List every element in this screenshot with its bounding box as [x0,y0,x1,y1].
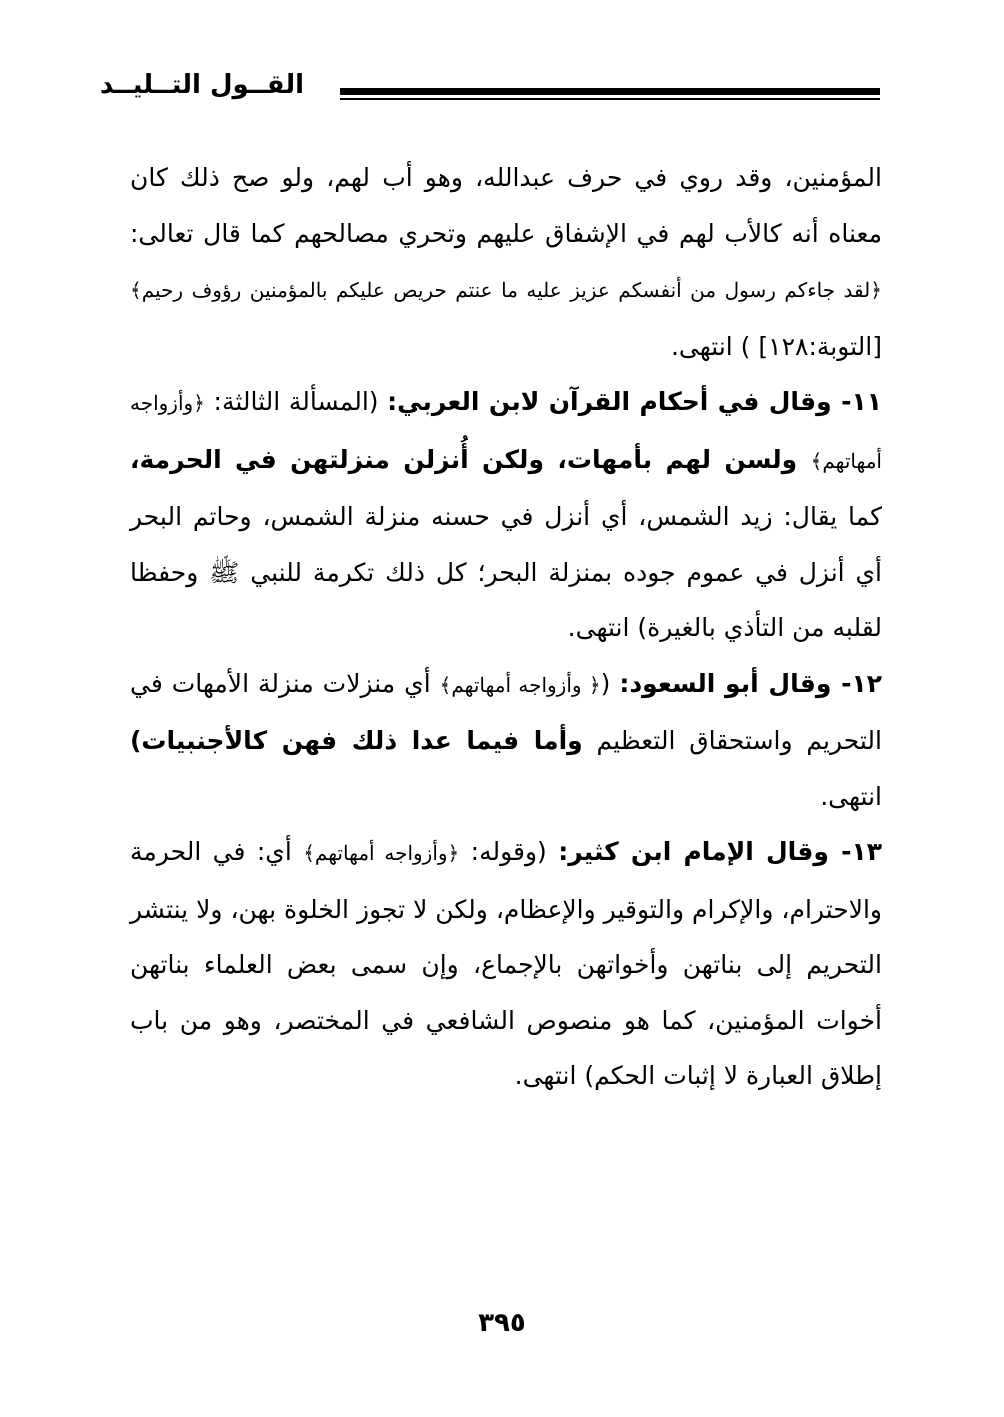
paragraph-12-text-middle: أي منزلات منزلة الأمهات في التحريم واستحقاق التعظيم [130,668,882,755]
paragraph-1-text-end: [التوبة:١٢٨] ) انتهى. [670,331,882,361]
paragraph-11-text-end: كما يقال: زيد الشمس، أي أنزل في حسنه منزلة الشمس، وحاتم البحر أي أنزل في عموم جوده بمنزلة البحر؛ كل ذلك تكرمة للنبي ﷺ وحفظا لقلبه من التأذي بالغيرة) انتهى. [130,502,882,642]
paragraph-11-lead: ١١- وقال في أحكام القرآن لابن العربي: [387,387,882,416]
paragraph-11-quran-quote: ﴿وأزواجه أمهاتهم﴾ [130,391,882,473]
paragraph-12-text-start: ( [600,668,620,698]
paragraph-13-text-start: (وقوله: [459,837,559,866]
paragraph-12-quran-quote: ﴿ وأزواجه أمهاتهم﴾ [439,672,601,697]
header-rule-thin [340,98,880,100]
paragraph-13-text-end: أي: في الحرمة والاحترام، والإكرام والتوقير والإعظام، ولكن لا تجوز الخلوة بهن، ولا ينتشر التحريم إلى بناتهن وأخواتهن بالإجماع، وإن سمى بعض العلماء بناتهن أخوات المؤمنين، كما هو منصوص الشافعي في المختصر، وهو من باب إطلاق العبارة لا إثبات الحكم) انتهى. [130,837,882,1090]
page-number: ٣٩٥ [478,1308,526,1338]
paragraph-12 [130,656,882,825]
paragraph-12-lead: ١٢- وقال أبو السعود: [619,668,883,698]
paragraph-13-quran-quote: ﴿وأزواجه أمهاتهم﴾ [303,841,460,865]
paragraph-12-text-end: انتهى. [820,781,882,811]
paragraph-11-bold-text: ولسن لهم بأمهات، ولكن أُنزلن منزلتهن في الحرمة، [130,444,811,474]
running-header-title: القــول التــليــد [99,70,304,100]
paragraph-12-bold-text: وأما فيما عدا ذلك فهن كالأجنبيات) [130,726,583,755]
paragraph-13-lead: ١٣- وقال الإمام ابن كثير: [558,837,883,866]
paragraph-1-text-start: المؤمنين، وقد روي في حرف عبدالله، وهو أب لهم، ولو صح ذلك كان معناه أنه كالأب لهم في الإشفاق عليهم وتحري مصالحهم كما قال تعالى: [130,163,882,248]
page-body [130,150,882,1104]
header-rule-thick [340,88,880,95]
paragraph-1-quran-quote: ﴿لقد جاءكم رسول من أنفسكم عزيز عليه ما عنتم حريص عليكم بالمؤمنين رؤوف رحيم﴾ [130,278,882,302]
paragraph-1 [130,150,882,374]
paragraph-13 [130,824,882,1104]
paragraph-11 [130,374,882,656]
paragraph-11-text-start: (المسألة الثالثة: [204,387,388,416]
